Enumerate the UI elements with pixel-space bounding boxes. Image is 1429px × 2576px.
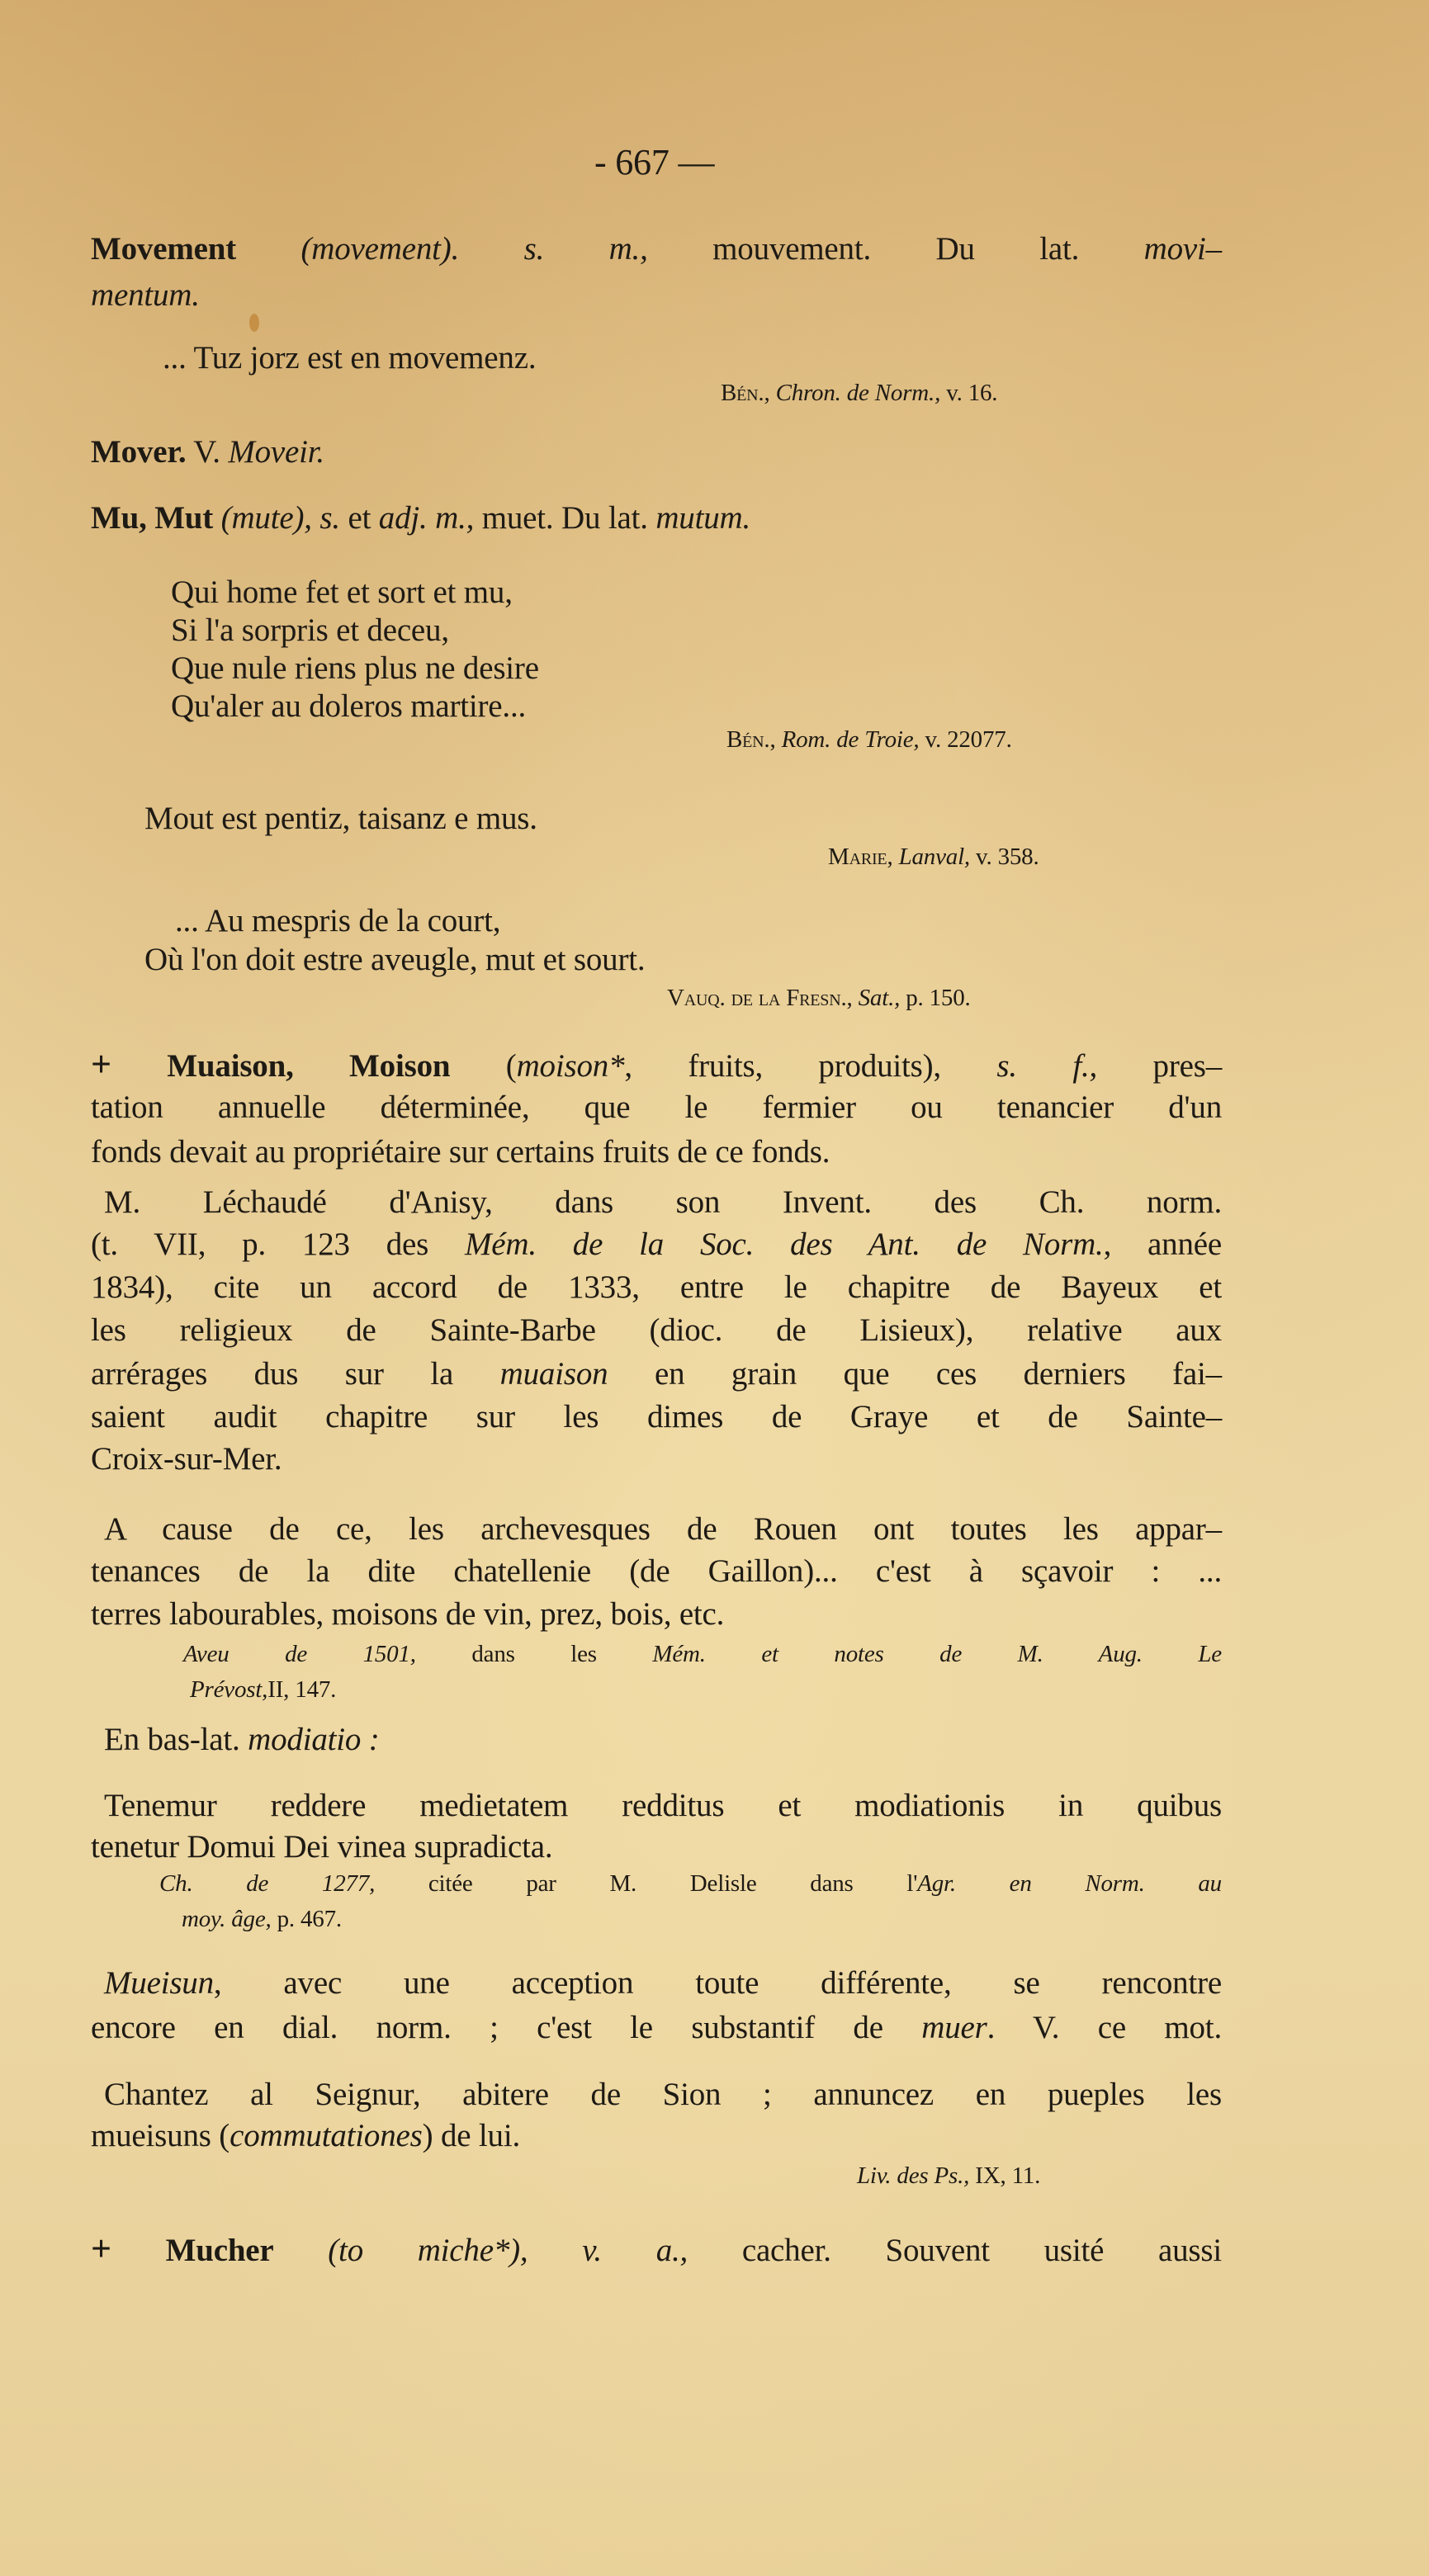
cite-author: Marie, [828,844,893,870]
cite-ref: p. 467. [277,1906,342,1932]
mueisun-line [104,1967,1222,1999]
text: . V. ce mot. [987,2010,1222,2045]
psalm-line: Chantez al Seignur, abitere de Sion ; annuncez en pueples les [104,2077,1222,2112]
text: mueisuns ( [91,2118,230,2153]
see-also: V. [193,434,220,470]
paragraph-line: Croix-sur-Mer. [91,1441,282,1477]
cite-source: Ch. de 1277, [159,1870,376,1897]
paragraph-line: 1834), cite un accord de 1333, entre le chapitre de Bayeux et [91,1269,1222,1305]
cite-work: Rom. de Troie, [781,726,920,753]
quote-line: A cause de ce, les archevesques de Rouen ont toutes les appar– [104,1511,1222,1547]
term: muaison [499,1356,608,1392]
cite-work: Liv. des Ps., [857,2162,970,2189]
paragraph-line: saient audit chapitre sur les dimes de Graye et de Sainte– [91,1399,1222,1435]
grammar: s. [319,500,340,536]
conjunction: et [348,500,371,536]
grammar: s. f., [996,1048,1098,1084]
cite-ref: IX, 11. [975,2162,1041,2189]
latin-word: modiatio : [248,1722,380,1757]
quote: Mout est pentiz, taisanz e mus. [144,801,537,836]
citation [857,2164,1040,2188]
cite-author: Bén., [726,726,776,753]
citation [726,728,1012,752]
work-title: Mém. de la Soc. des Ant. de Norm. [465,1227,1104,1262]
quote: Où l'on doit estre aveugle, mut et sourt. [144,942,646,977]
cite-ref: v. 22077. [925,726,1012,753]
definition: mouvement. Du lat. [712,231,1080,267]
bas-latin-note [104,1723,380,1756]
definition: muet. Du lat. [481,500,648,536]
grammar: v. a., [582,2233,688,2268]
poem-line: Que nule riens plus ne desire [171,650,539,686]
cross-marker: + [91,2229,111,2269]
etymology: (to miche*), [328,2233,528,2268]
latin-word: mutum. [655,500,751,536]
quote: ... Tuz jorz est en movemenz. [163,340,537,376]
cite-work: Agr. en Norm. au [917,1870,1222,1897]
cite-work: Lanval, [898,844,970,870]
psalm-line [91,2120,520,2152]
citation [667,986,971,1010]
cross-reference: Moveir. [228,434,324,470]
cite-work: Mém. et notes de M. Aug. Le [652,1641,1222,1667]
entry-mover [91,436,324,468]
headword: Mu, Mut [91,500,214,536]
etymology: (movement) [300,231,452,267]
citation [721,381,997,405]
paragraph-line [91,1358,1222,1390]
text: arrérages dus sur la [91,1356,454,1392]
text: ) de lui. [422,2118,521,2153]
definition: pres– [1152,1048,1222,1084]
latin-word: commutationes [229,2118,423,2153]
latin-quote-line: tenetur Domui Dei vinea supradicta. [91,1829,553,1865]
latin-word: mentum. [91,277,200,313]
entry-movement-line1 [91,233,1222,265]
paragraph-line [91,1228,1222,1260]
cite-work: Sat., [858,985,901,1011]
text: dans les [471,1641,597,1667]
definition-line: tation annuelle déterminée, que le fermier ou tenancier d'un [91,1089,1222,1125]
mueisun-line [91,2011,1222,2044]
latin-word: movi– [1143,231,1222,267]
etymology-gloss: , fruits, produits), [624,1048,941,1084]
headword: Movement [91,231,236,267]
cite-ref: p. 150. [906,985,971,1011]
text: , avec une acception toute différente, se rencontre [213,1965,1222,2001]
cross-reference: muer [921,2010,987,2045]
citation [182,1907,342,1931]
quote-line: tenances de la dite chatellenie (de Gaillon)... c'est à sçavoir : ... [91,1553,1222,1589]
cite-source: Aveu de 1501, [183,1641,416,1667]
entry-muaison-line1 [91,1044,1222,1085]
poem-line: Si l'a sorpris et deceu, [171,612,449,648]
text: citée par M. Delisle dans l' [428,1870,918,1897]
entry-movement-line2 [91,279,200,311]
latin-quote-line: Tenemur reddere medietatem redditus et modiationis in quibus [104,1788,1222,1823]
definition: cacher. Souvent usité aussi [741,2233,1223,2268]
poem-line: Qui home fet et sort et mu, [171,574,513,610]
text: (t. VII, p. 123 des [91,1227,429,1262]
paragraph-line: M. Léchaudé d'Anisy, dans son Invent. des Ch. norm. [104,1184,1222,1220]
poem-line: Qu'aler au doleros martire... [171,688,527,724]
entry-mucher [91,2231,1222,2267]
cite-ref: v. 358. [976,844,1039,870]
citation [159,1872,1222,1896]
cite-work: Prévost, [190,1676,268,1703]
paren: ( [505,1048,517,1084]
cite-work: moy. âge, [182,1906,272,1932]
ink-stain [249,314,259,332]
quote: ... Au mespris de la court, [175,903,501,938]
definition-line: fonds devait au propriétaire sur certains fruits de ce fonds. [91,1134,830,1170]
quote-line: terres labourables, moisons de vin, prez, bois, etc. [91,1596,725,1632]
cite-ref: v. 16. [946,380,998,406]
cite-author: Bén., [721,380,770,406]
text: en grain que ces derniers fai– [654,1356,1222,1392]
citation [828,845,1039,869]
grammar: . s. m., [451,231,648,267]
etymology: moison* [516,1048,625,1084]
grammar: adj. m., [378,500,475,536]
citation [190,1678,336,1702]
citation [183,1642,1222,1666]
headword: Mucher [165,2233,274,2268]
cite-ref: II, 147. [267,1676,337,1703]
text: encore en dial. norm. ; c'est le substantif de [91,2010,883,2045]
headword: Mover. [91,434,187,470]
paragraph-line: les religieux de Sainte-Barbe (dioc. de Lisieux), relative aux [91,1312,1222,1348]
page-number: - 667 — [594,142,715,182]
cross-marker: + [91,1044,111,1085]
cite-author: Vauq. de la Fresn., [667,985,853,1011]
headword: Muaison, Moison [167,1048,451,1084]
cite-work: Chron. de Norm., [775,380,941,406]
etymology: (mute), [220,500,312,536]
text: En bas-lat. [104,1722,240,1757]
entry-mu [91,502,750,534]
term: Mueisun [104,1965,214,2001]
text: , année [1103,1227,1222,1262]
